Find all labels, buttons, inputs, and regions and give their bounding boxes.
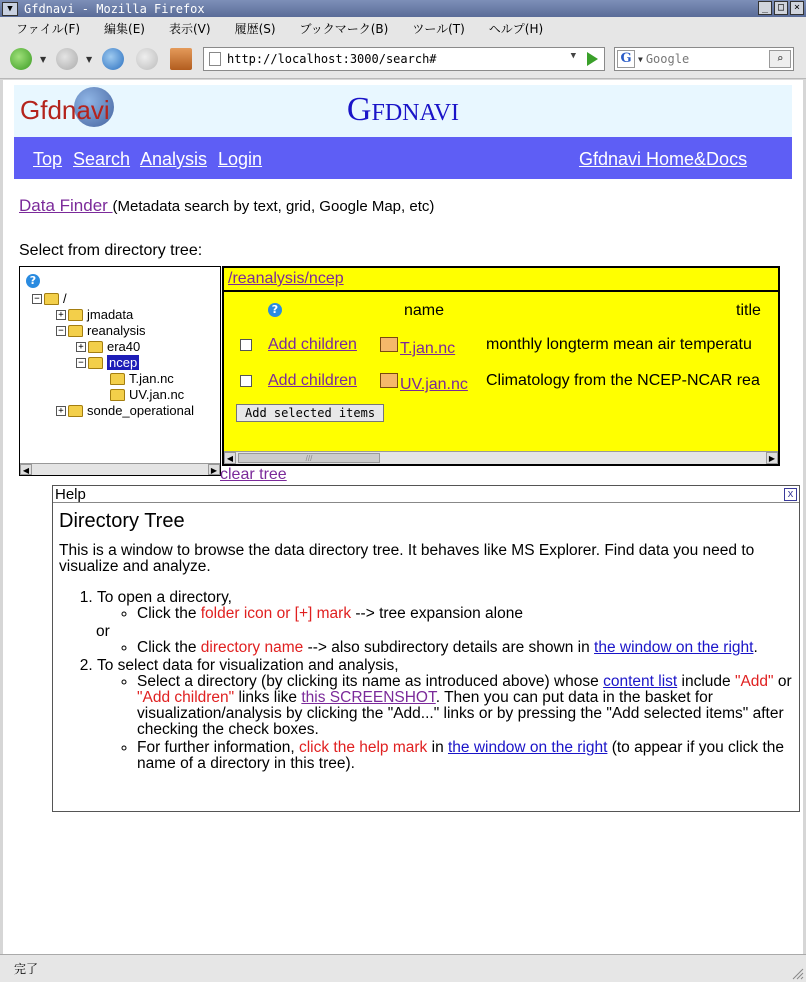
- tree-help-icon[interactable]: ?: [26, 274, 40, 288]
- directory-tree-pane: [19, 266, 221, 476]
- dir-help-icon[interactable]: ?: [268, 303, 282, 317]
- google-engine-icon[interactable]: G: [617, 50, 635, 68]
- page-icon: [209, 52, 221, 66]
- help-panel: [52, 485, 800, 812]
- window-menu-icon[interactable]: ▼: [2, 2, 18, 16]
- url-dropdown-icon[interactable]: ▼: [570, 51, 576, 61]
- screenshot-link[interactable]: this SCREENSHOT: [301, 689, 436, 706]
- site-header: [14, 85, 792, 137]
- menu-tools[interactable]: ツール(T): [412, 21, 465, 36]
- collapse-icon[interactable]: −: [56, 326, 66, 336]
- window-titlebar: [0, 0, 806, 17]
- step-1b: [137, 640, 793, 656]
- text: . Then you can put data in the basket for visualization/analysis by clicking the "Add..." links or by pressing the "Add selected items" after checking the check boxes.: [137, 689, 784, 738]
- table-row: [224, 370, 778, 394]
- home-icon[interactable]: [170, 48, 192, 70]
- help-close-icon[interactable]: x: [784, 488, 797, 501]
- site-title: Gfdnavi: [346, 91, 460, 128]
- forward-dropdown-icon[interactable]: ▼: [86, 55, 93, 64]
- folder-icon[interactable]: [68, 405, 83, 417]
- go-arrow-icon[interactable]: [587, 52, 598, 66]
- menu-bookmarks[interactable]: ブックマーク(B): [299, 21, 389, 36]
- data-finder-link[interactable]: Data Finder: [19, 196, 113, 215]
- content-list-link[interactable]: content list: [603, 673, 678, 690]
- reload-icon[interactable]: [102, 48, 124, 70]
- scroll-left-icon[interactable]: ◀: [224, 452, 236, 464]
- text: in: [427, 739, 448, 756]
- folder-icon[interactable]: [380, 337, 398, 352]
- add-selected-items-button[interactable]: Add selected items: [236, 404, 384, 422]
- search-input[interactable]: Google: [645, 52, 690, 66]
- folder-icon[interactable]: [110, 389, 125, 401]
- scroll-right-icon[interactable]: ▶: [208, 464, 220, 475]
- menu-help[interactable]: ヘルプ(H): [488, 21, 544, 36]
- expand-icon[interactable]: +: [76, 342, 86, 352]
- search-box[interactable]: [614, 47, 794, 71]
- dir-path-link[interactable]: /reanalysis/ncep: [228, 270, 344, 287]
- tree-node-root[interactable]: [32, 291, 67, 306]
- scroll-thumb[interactable]: ///: [238, 453, 380, 463]
- row-checkbox[interactable]: [240, 339, 252, 351]
- tree-label-jmadata[interactable]: jmadata: [87, 307, 134, 322]
- folder-icon[interactable]: [110, 373, 125, 385]
- scroll-left-icon[interactable]: ◀: [20, 464, 32, 475]
- resize-grip-icon[interactable]: [792, 968, 804, 980]
- folder-open-icon[interactable]: [68, 325, 83, 337]
- text: Click the: [137, 605, 201, 622]
- highlight-text: "Add children": [137, 689, 235, 706]
- close-icon[interactable]: ×: [790, 1, 804, 15]
- page-viewport: [3, 80, 803, 954]
- add-children-link[interactable]: Add children: [268, 336, 357, 353]
- navigation-toolbar: [0, 39, 806, 79]
- minimize-icon[interactable]: _: [758, 1, 772, 15]
- tree-node-sonde[interactable]: [56, 403, 194, 418]
- step-2-heading: To select data for visualization and analysis,: [97, 657, 399, 674]
- file-name-link[interactable]: T.jan.nc: [400, 340, 456, 357]
- tree-node-ncep[interactable]: [76, 355, 139, 370]
- menu-bar: [0, 17, 806, 39]
- text: (to appear if you click the name of a directory in this tree).: [137, 739, 785, 772]
- site-nav: [14, 137, 792, 179]
- text: Select a directory (by clicking its name as introduced above) whose: [137, 673, 604, 690]
- help-steps: [59, 590, 793, 774]
- stop-icon[interactable]: [136, 48, 158, 70]
- search-magnifier-icon[interactable]: ⌕: [769, 50, 791, 68]
- text: include: [677, 673, 735, 690]
- url-text[interactable]: http://localhost:3000/search#: [227, 52, 437, 66]
- tree-node-uvjan[interactable]: [110, 387, 184, 402]
- tree-label-root[interactable]: /: [63, 291, 67, 306]
- tree-label-sonde[interactable]: sonde_operational: [87, 403, 194, 418]
- help-intro: This is a window to browse the data directory tree. It behaves like MS Explorer. Find data you need to visualize and analyze.: [59, 542, 755, 575]
- site-logo[interactable]: Gfdnavi: [20, 95, 110, 125]
- menu-view[interactable]: 表示(V): [168, 21, 211, 36]
- help-bar-title: Help: [53, 486, 799, 503]
- directory-details-pane: [222, 266, 780, 466]
- file-title: monthly longterm mean air temperatu: [486, 336, 752, 353]
- folder-open-icon[interactable]: [88, 357, 103, 369]
- tree-label-uvjan[interactable]: UV.jan.nc: [129, 387, 185, 402]
- file-name-link[interactable]: UV.jan.nc: [400, 376, 468, 393]
- window-on-right-link[interactable]: the window on the right: [594, 639, 754, 656]
- maximize-icon[interactable]: □: [774, 1, 788, 15]
- folder-icon[interactable]: [68, 309, 83, 321]
- data-finder-line: [19, 196, 434, 216]
- status-bar: [0, 954, 806, 982]
- highlight-text: "Add": [734, 673, 774, 690]
- tree-label-reanalysis[interactable]: reanalysis: [87, 323, 146, 338]
- text: For further information,: [137, 739, 299, 756]
- step-1-heading: To open a directory,: [97, 589, 232, 606]
- scroll-right-icon[interactable]: ▶: [766, 452, 778, 464]
- engine-dropdown-icon[interactable]: ▼: [638, 54, 643, 64]
- collapse-icon[interactable]: −: [76, 358, 86, 368]
- help-step-1: [97, 590, 793, 656]
- data-finder-desc: (Metadata search by text, grid, Google Map, etc): [112, 198, 435, 215]
- forward-arrow-icon[interactable]: [56, 48, 78, 70]
- menu-edit[interactable]: 編集(E): [104, 21, 145, 36]
- tree-node-jmadata[interactable]: [56, 307, 133, 322]
- text: links like: [234, 689, 302, 706]
- expand-icon[interactable]: +: [56, 406, 66, 416]
- clear-tree-link[interactable]: clear tree: [220, 466, 287, 483]
- text: .: [753, 639, 758, 656]
- collapse-icon[interactable]: −: [32, 294, 42, 304]
- nav-analysis-link[interactable]: Analysis: [140, 149, 208, 169]
- select-tree-label: Select from directory tree:: [19, 242, 203, 259]
- tree-node-tjan[interactable]: [110, 371, 174, 386]
- text: --> tree expansion alone: [351, 605, 523, 622]
- highlight-text: directory name: [200, 639, 304, 656]
- help-step-2: [97, 658, 793, 772]
- back-dropdown-icon[interactable]: ▼: [40, 55, 47, 64]
- folder-icon[interactable]: [88, 341, 103, 353]
- tree-horizontal-scrollbar[interactable]: [20, 463, 220, 475]
- add-children-link[interactable]: Add children: [268, 372, 357, 389]
- nav-search-link[interactable]: Search: [73, 149, 131, 169]
- window-on-right-link[interactable]: the window on the right: [448, 739, 608, 756]
- tree-label-tjan[interactable]: T.jan.nc: [129, 371, 174, 386]
- table-row: [224, 334, 778, 358]
- step-2a: [137, 674, 793, 738]
- url-bar[interactable]: [203, 47, 605, 71]
- folder-open-icon[interactable]: [44, 293, 59, 305]
- column-header-title: title: [736, 302, 761, 319]
- text: or: [773, 673, 792, 690]
- text: Click the: [137, 639, 201, 656]
- highlight-text: click the help mark: [298, 739, 428, 756]
- or-text: or: [96, 623, 110, 640]
- dir-horizontal-scrollbar[interactable]: [224, 451, 778, 464]
- tree-label-era40[interactable]: era40: [107, 339, 141, 354]
- file-title: Climatology from the NCEP-NCAR rea: [486, 372, 760, 389]
- tree-node-reanalysis[interactable]: [56, 323, 146, 338]
- help-heading: Directory Tree: [59, 510, 185, 532]
- menu-history[interactable]: 履歴(S): [234, 21, 276, 36]
- tree-node-era40[interactable]: [76, 339, 140, 354]
- folder-icon[interactable]: [380, 373, 398, 388]
- nav-home-docs-link[interactable]: Gfdnavi Home&Docs: [579, 149, 748, 169]
- nav-top-link[interactable]: Top: [33, 149, 63, 169]
- status-text: 完了: [14, 962, 39, 976]
- nav-login-link[interactable]: Login: [218, 149, 263, 169]
- tree-label-ncep-selected[interactable]: ncep: [109, 355, 138, 370]
- step-2b: [137, 740, 793, 772]
- row-checkbox[interactable]: [240, 375, 252, 387]
- menu-file[interactable]: ファイル(F): [16, 21, 81, 36]
- pane-divider: [224, 290, 778, 292]
- text: --> also subdirectory details are shown in: [303, 639, 595, 656]
- column-header-name: name: [404, 302, 445, 319]
- highlight-text: folder icon or [+] mark: [200, 605, 352, 622]
- step-1a: [137, 606, 793, 622]
- expand-icon[interactable]: +: [56, 310, 66, 320]
- window-title: Gfdnavi - Mozilla Firefox: [24, 1, 205, 16]
- back-arrow-icon[interactable]: [10, 48, 32, 70]
